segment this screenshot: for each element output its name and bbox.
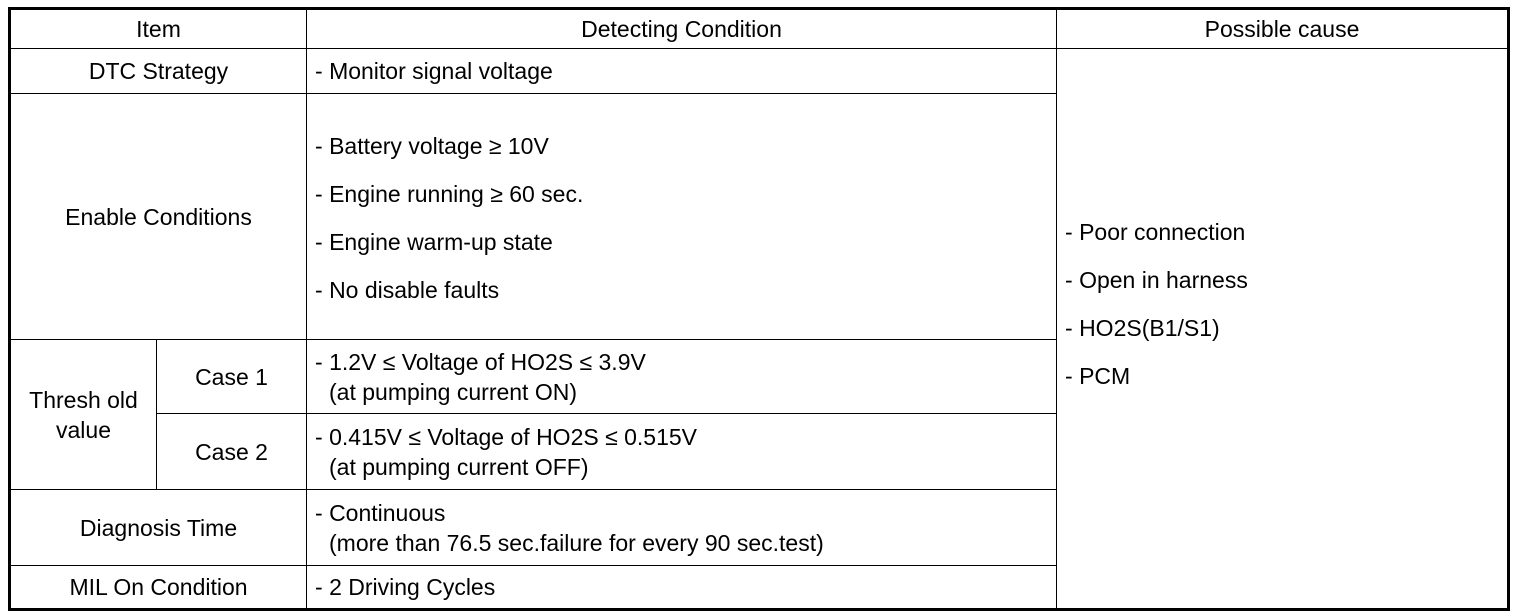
cause-item: - HO2S(B1/S1)	[1065, 315, 1220, 341]
enable-condition-item: - Engine warm-up state	[315, 228, 553, 255]
enable-conditions-list	[307, 94, 1057, 340]
header-detecting-condition: Detecting Condition	[307, 9, 1057, 49]
case1-line1: - 1.2V ≤ Voltage of HO2S ≤ 3.9V	[315, 348, 646, 375]
cause-item: - PCM	[1065, 363, 1131, 389]
dtc-strategy-label: DTC Strategy	[10, 49, 307, 94]
diagnosis-time-line1: - Continuous	[315, 499, 446, 526]
case2-line1: - 0.415V ≤ Voltage of HO2S ≤ 0.515V	[315, 423, 697, 450]
case2-condition	[307, 414, 1057, 490]
case2-line2: (at pumping current OFF)	[329, 453, 589, 480]
row-dtc-strategy	[10, 49, 1509, 94]
case2-label: Case 2	[157, 414, 307, 490]
header-row	[10, 9, 1509, 49]
case1-condition	[307, 340, 1057, 414]
threshold-label	[10, 340, 157, 490]
mil-on-condition-label: MIL On Condition	[10, 566, 307, 610]
diagnosis-time-label: Diagnosis Time	[10, 490, 307, 566]
mil-on-condition-value: - 2 Driving Cycles	[307, 566, 1057, 610]
case1-line2: (at pumping current ON)	[329, 378, 577, 405]
cause-item: - Open in harness	[1065, 267, 1248, 293]
enable-condition-item: - Battery voltage ≥ 10V	[315, 132, 549, 159]
header-possible-cause: Possible cause	[1057, 9, 1509, 49]
enable-condition-item: - No disable faults	[315, 276, 500, 303]
header-item: Item	[10, 9, 307, 49]
case1-label: Case 1	[157, 340, 307, 414]
dtc-spec-table	[8, 7, 1510, 611]
diagnosis-time-condition	[307, 490, 1057, 566]
diagnosis-time-line2: (more than 76.5 sec.failure for every 90 sec.test)	[329, 529, 824, 556]
cause-item: - Poor connection	[1065, 219, 1246, 245]
threshold-label-line1: Thresh old	[29, 386, 138, 413]
possible-cause-list	[1065, 49, 1507, 391]
enable-condition-item: - Engine running ≥ 60 sec.	[315, 180, 584, 207]
threshold-label-line2: value	[56, 416, 111, 443]
dtc-strategy-condition: - Monitor signal voltage	[307, 49, 1057, 94]
possible-cause-cell	[1057, 49, 1509, 610]
enable-conditions-label: Enable Conditions	[10, 94, 307, 340]
